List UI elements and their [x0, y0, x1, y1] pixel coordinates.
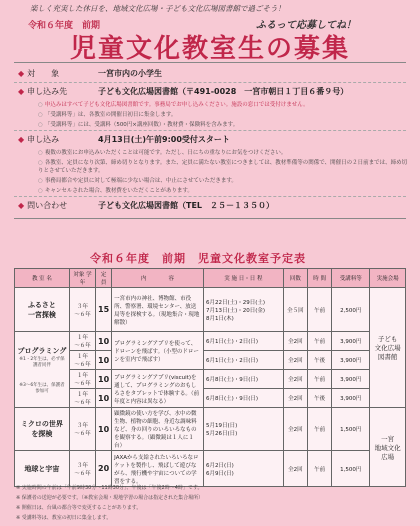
- dates-cell: 5月19日(日) 5月26日(日): [203, 408, 283, 451]
- footnote: ※ 保護者の送迎が必要です。（※教室会場・現地学習の場合は指定された集合場所）: [16, 495, 204, 501]
- entry-note: ○ キャンセルされた場合、教材費をいただくことがあります。: [38, 188, 193, 194]
- time-cell: 午前: [307, 288, 331, 332]
- apply-note: ○ 「受講料等」は、各教室の開催日初日に集金します。: [38, 112, 177, 118]
- table-row: [15, 288, 406, 332]
- info-target: ◆ 対 象 一宮市内の小学生: [18, 69, 162, 78]
- divider: [14, 130, 406, 131]
- info-apply-to: ◆ 申し込み先 子ども文化広場図書館（〒491-0028 一宮市朝日１丁目６番９号）: [18, 87, 349, 96]
- page-title: 児童文化教室生の募集: [70, 34, 351, 64]
- grade-cell: ３年 ～６年: [69, 451, 95, 487]
- info-contact: ◆ 問い合わせ 子ども文化広場図書館（TEL ２５－１３５０）: [18, 201, 275, 210]
- count-cell: 全2回: [283, 332, 307, 351]
- dates-cell: 6月1日(土)・2日(日): [203, 351, 283, 370]
- divider: [14, 62, 406, 63]
- time-cell: 午前: [307, 332, 331, 351]
- dates-cell: 6月2日(日) 6月9日(日): [203, 451, 283, 487]
- table-row: [15, 370, 406, 389]
- fee-cell: 3,900円: [332, 332, 370, 351]
- fee-cell: 3,900円: [332, 389, 370, 408]
- dates-cell: 6月1日(土)・2日(日): [203, 332, 283, 351]
- capacity-cell: 10: [96, 370, 112, 389]
- column-header: 受講料等: [332, 269, 370, 288]
- capacity-cell: 10: [96, 351, 112, 370]
- entry-note: ○ 複数の教室にお申込みいただくことは可能です。ただし、日にちの重なりにお気をつけください。: [38, 150, 287, 156]
- capacity-cell: 15: [96, 288, 112, 332]
- column-header: 内 容: [112, 269, 204, 288]
- fee-cell: 2,500円: [332, 288, 370, 332]
- footnote: ※ 開催日は、台風の都合等で変更することがあります。: [16, 505, 142, 511]
- table-header-row: [15, 269, 406, 288]
- column-header: 実施会場: [370, 269, 406, 288]
- venue-cell: 子ども 文化広場 図書館: [370, 288, 406, 408]
- count-cell: 全2回: [283, 351, 307, 370]
- entry-note: ○ 事務局都合や定員に対して極端に少ない場合は、中止にさせていただきます。: [38, 178, 237, 184]
- dates-cell: 6月8日(土)・9日(日): [203, 389, 283, 408]
- time-cell: 午前: [307, 370, 331, 389]
- column-header: 時 間: [307, 269, 331, 288]
- time-cell: 午前: [307, 451, 331, 487]
- content-cell: プログラミングアプリを使って、ドローンを飛ばす。（小型のドローンを室内で飛ばす）: [112, 332, 204, 370]
- fee-cell: 1,500円: [332, 451, 370, 487]
- content-cell: 一宮市内の神社、博物館、市役所、警察署、環境センター、放送局等を探検する。（現地集合・現地解散）: [112, 288, 204, 332]
- column-header: 定 員: [96, 269, 112, 288]
- capacity-cell: 10: [96, 408, 112, 451]
- table-row: [15, 451, 406, 487]
- grade-cell: １年 ～６年: [69, 370, 95, 389]
- column-header: 回数: [283, 269, 307, 288]
- class-name: ふるさと 一宮探検: [15, 288, 70, 332]
- grade-cell: １年 ～６年: [69, 332, 95, 351]
- table-row: [15, 408, 406, 451]
- grade-cell: ３年 ～６年: [69, 408, 95, 451]
- apply-note: ○ 「受講料等」には、受講料（500円×講座回数）・教材費・保険料を含みます。: [38, 122, 239, 128]
- divider: [14, 218, 406, 219]
- grade-cell: １年 ～６年: [69, 389, 95, 408]
- capacity-cell: 10: [96, 332, 112, 351]
- fee-cell: 3,900円: [332, 351, 370, 370]
- content-cell: JAXAから支給されたいろいろなロケットを製作し、飛ばして遊びながら、飛行機や宇宙についての学習をする。: [112, 451, 204, 487]
- capacity-cell: 10: [96, 389, 112, 408]
- count-cell: 全2回: [283, 408, 307, 451]
- tagline: 楽しく充実した休日を、地域文化広場・子ども文化広場図書館で過ごそう！: [30, 4, 285, 13]
- dates-cell: 6月22日(土)・29日(土) 7月13日(土)・20日(金) 8月1日(木): [203, 288, 283, 332]
- fiscal-year: 令和６年度 前期: [28, 21, 101, 31]
- fee-cell: 1,500円: [332, 408, 370, 451]
- apply-note: ○ 申込みはすべて子ども文化広場図書館です。事務局でお申し込みください。施設の窓口では受付けません。: [38, 102, 309, 108]
- slogan: ふるって応募してね！: [256, 20, 356, 31]
- schedule-title: 令和６年度 前期 児童文化教室予定表: [90, 252, 306, 265]
- column-header: 教 室 名: [15, 269, 70, 288]
- divider: [14, 196, 406, 197]
- divider: [14, 82, 406, 83]
- dates-cell: 6月8日(土)・9日(日): [203, 370, 283, 389]
- content-cell: プログラミングアプリ(viscuit)を通して、プログラミングのおもしろさをタブレットで体験する。（前年度と内容は異なる）: [112, 370, 204, 408]
- count-cell: 全2回: [283, 370, 307, 389]
- time-cell: 午後: [307, 351, 331, 370]
- entry-note: ○ 各教室、定員になり次第、締め切りとなります。また、定員に満たない教室につきましては、教材準備等の関係で、開催日の２日前までは、締め切りとさせていただきます。: [38, 160, 408, 174]
- table-row: [15, 389, 406, 408]
- grade-cell: ３年 ～６年: [69, 288, 95, 332]
- footnote: ※ 実施時間の午前は「午前9時30分～11時30分」、午後は「午後2時～4時」です。: [16, 485, 203, 491]
- info-application: ◆ 申し込み 4月13日(土)午前9:00受付スタート: [18, 135, 230, 144]
- class-name: プログラミング ※1・2年生は、必ず保護者同伴 ※3～6年生は、保護者参加可: [15, 332, 70, 408]
- table-row: [15, 332, 406, 351]
- count-cell: 全2回: [283, 451, 307, 487]
- capacity-cell: 20: [96, 451, 112, 487]
- column-header: 実 施 日・日 程: [203, 269, 283, 288]
- time-cell: 午後: [307, 389, 331, 408]
- grade-cell: １年 ～６年: [69, 351, 95, 370]
- venue-cell: 一宮 地域文化 広場: [370, 408, 406, 487]
- fee-cell: 3,900円: [332, 370, 370, 389]
- table-row: [15, 351, 406, 370]
- schedule-table: [14, 268, 406, 487]
- count-cell: 全2回: [283, 389, 307, 408]
- column-header: 対象 学年: [69, 269, 95, 288]
- content-cell: 顕微鏡の使い方を学び、水中の微生物、植物の細胞、身近な調味料など、身の回りのいろいろなものを観察する。（顕微鏡は１人に１台）: [112, 408, 204, 451]
- class-name: 地球と宇宙: [15, 451, 70, 487]
- footnote: ※ 受講料等は、教室の初日に集金します。: [16, 515, 112, 521]
- time-cell: 午前: [307, 408, 331, 451]
- class-name: ミクロの世界 を探検: [15, 408, 70, 451]
- count-cell: 全５回: [283, 288, 307, 332]
